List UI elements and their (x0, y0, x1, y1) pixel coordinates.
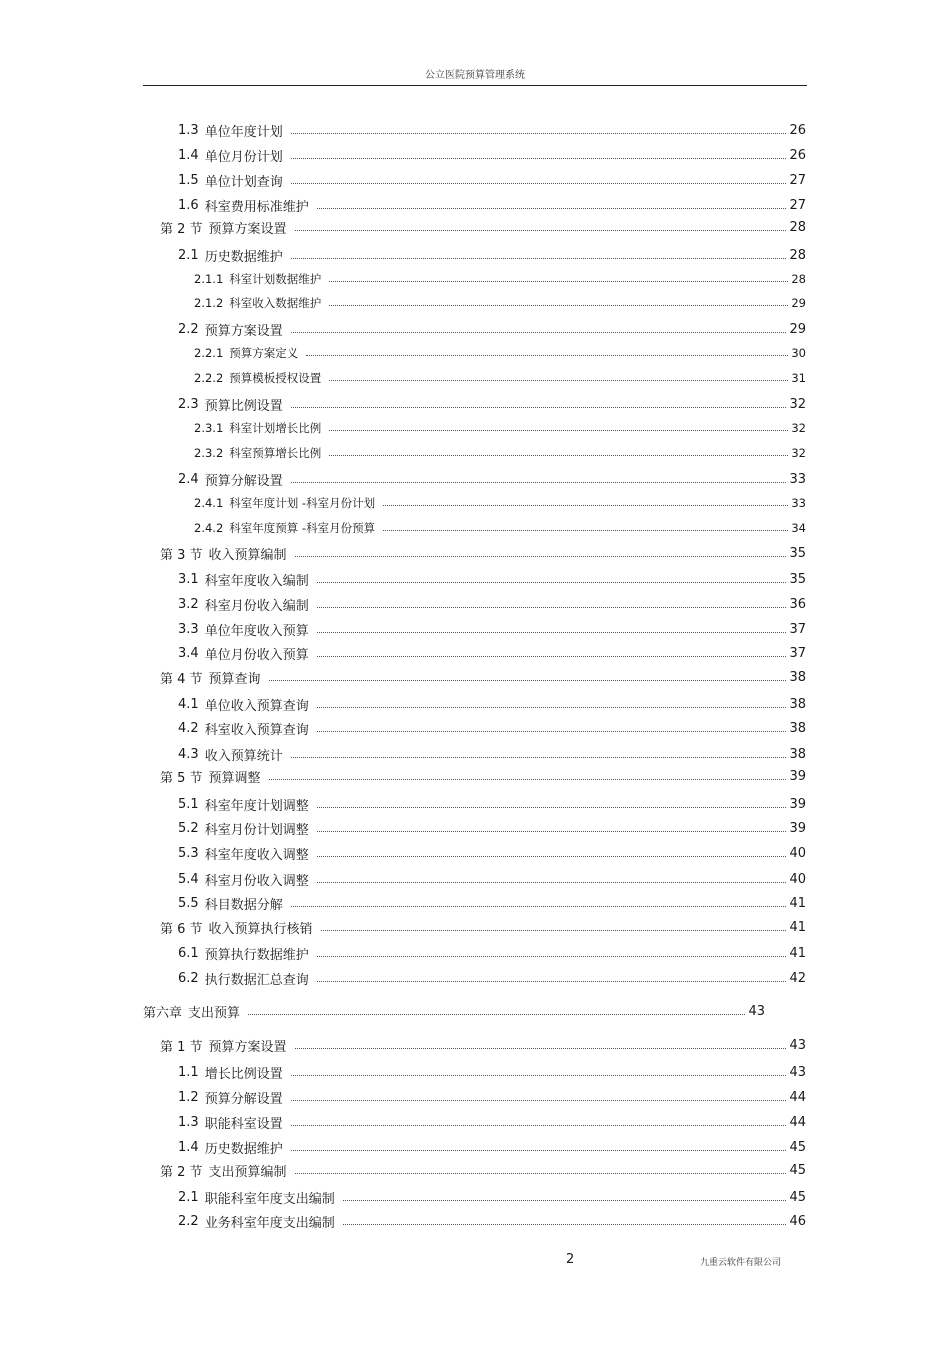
toc-entry-page: 30 (791, 346, 806, 360)
toc-entry-page: 28 (791, 272, 806, 286)
toc-entry-title: 科目数据分解 (204, 897, 283, 913)
dot-leader (291, 1092, 787, 1101)
dot-leader (291, 749, 787, 758)
toc-entry-title: 收入预算统计 (204, 748, 283, 764)
toc-entry-page: 35 (789, 545, 806, 561)
toc-entry-title: 科室收入数据维护 (229, 296, 322, 310)
toc-entry[interactable] (178, 1112, 806, 1132)
toc-entry[interactable] (194, 418, 806, 438)
toc-entry[interactable] (160, 543, 806, 563)
dot-leader (343, 1192, 787, 1201)
toc-entry-title: 业务科室年度支出编制 (204, 1215, 335, 1231)
toc-entry-page: 27 (789, 197, 806, 213)
toc-entry-number: 2.3.2 (194, 446, 224, 460)
toc-entry-page: 26 (789, 122, 806, 138)
toc-entry-title: 职能科室年度支出编制 (204, 1191, 335, 1207)
toc-entry-page: 44 (789, 1114, 806, 1130)
dot-leader (291, 150, 787, 159)
toc-entry-number: 2.1 (178, 247, 199, 263)
toc-entry-number: 1.5 (178, 172, 199, 188)
dot-leader (329, 373, 788, 381)
toc-entry-number: 1.3 (178, 122, 199, 138)
toc-entry[interactable] (178, 843, 806, 863)
toc-entry-title: 预算方案定义 (229, 346, 299, 360)
toc-entry-page: 44 (789, 1089, 806, 1105)
toc-entry-number: 2.2 (178, 321, 199, 337)
toc-entry-title: 科室预算增长比例 (229, 446, 322, 460)
dot-leader (317, 699, 787, 708)
toc-entry-page: 28 (789, 219, 806, 235)
toc-entry-number: 5.2 (178, 820, 199, 836)
toc-entry-page: 34 (791, 521, 806, 535)
toc-entry-number: 2.1 (178, 1189, 199, 1205)
toc-entry-page: 42 (789, 970, 806, 986)
toc-entry-page: 41 (789, 945, 806, 961)
dot-leader (317, 574, 787, 583)
toc-entry[interactable] (178, 1137, 806, 1157)
toc-entry-page: 32 (789, 396, 806, 412)
toc-entry-number: 4.2 (178, 720, 199, 736)
toc-entry-number: 2.3 (178, 396, 199, 412)
toc-entry-page: 43 (789, 1064, 806, 1080)
dot-leader (317, 648, 787, 657)
toc-entry-number: 5.1 (178, 796, 199, 812)
toc-entry-number: 1.3 (178, 1114, 199, 1130)
toc-entry[interactable] (178, 1211, 806, 1231)
toc-entry-number: 1.2 (178, 1089, 199, 1105)
toc-entry[interactable] (178, 694, 806, 714)
toc-entry-number: 2.3.1 (194, 421, 224, 435)
dot-leader (291, 474, 787, 483)
dot-leader (383, 498, 788, 506)
toc-entry-title: 预算调整 (208, 770, 261, 786)
dot-leader (291, 898, 787, 907)
toc-entry-title: 执行数据汇总查询 (204, 972, 309, 988)
toc-entry[interactable] (178, 394, 806, 414)
toc-entry-number: 第 3 节 (160, 547, 203, 563)
toc-entry-page: 39 (789, 820, 806, 836)
toc-entry[interactable] (160, 766, 806, 786)
toc-entry-page: 45 (789, 1189, 806, 1205)
dot-leader (306, 348, 788, 356)
dot-leader (317, 823, 787, 832)
toc-entry-number: 2.4.2 (194, 521, 224, 535)
toc-entry-number: 1.6 (178, 197, 199, 213)
toc-entry-number: 第 2 节 (160, 1164, 203, 1180)
toc-entry-title: 预算分解设置 (204, 1091, 283, 1107)
dot-leader (329, 298, 788, 306)
toc-entry-page: 37 (789, 621, 806, 637)
toc-entry[interactable] (194, 343, 806, 363)
toc-entry-title: 科室年度收入调整 (204, 847, 309, 863)
dot-leader (291, 399, 787, 408)
page-number: 2 (566, 1252, 575, 1267)
toc-entry-number: 6.2 (178, 970, 199, 986)
toc-entry-page: 29 (789, 321, 806, 337)
toc-entry-number: 第 5 节 (160, 770, 203, 786)
toc-entry-title: 收入预算执行核销 (208, 921, 313, 937)
toc-entry-number: 2.2.2 (194, 371, 224, 385)
dot-leader (317, 799, 787, 808)
dot-leader (291, 324, 787, 333)
toc-entry-page: 45 (789, 1162, 806, 1178)
toc-entry-title: 科室年度预算 -科室月份预算 (229, 521, 376, 535)
toc-entry-page: 29 (791, 296, 806, 310)
toc-entry-page: 26 (789, 147, 806, 163)
toc-entry-number: 第 6 节 (160, 921, 203, 937)
toc-entry-title: 预算模板授权设置 (229, 371, 322, 385)
dot-leader (317, 599, 787, 608)
toc-entry[interactable] (178, 195, 806, 215)
dot-leader (295, 1165, 787, 1174)
toc-entry-page: 32 (791, 446, 806, 460)
toc-entry[interactable] (178, 818, 806, 838)
toc-entry-page: 46 (789, 1213, 806, 1229)
toc-entry-title: 科室计划数据维护 (229, 272, 322, 286)
toc-entry[interactable] (178, 943, 806, 963)
toc-entry[interactable] (194, 293, 806, 313)
toc-entry-title: 科室年度计划 -科室月份计划 (229, 496, 376, 510)
toc-entry-number: 1.1 (178, 1064, 199, 1080)
dot-leader (269, 771, 787, 780)
toc-entry-title: 科室月份收入调整 (204, 873, 309, 889)
toc-entry-title: 单位年度计划 (204, 124, 283, 140)
toc-entry[interactable] (160, 1035, 806, 1055)
toc-entry-number: 第 4 节 (160, 671, 203, 687)
toc-entry-title: 收入预算编制 (208, 547, 287, 563)
dot-leader (295, 222, 787, 231)
toc-entry-title: 单位年度收入预算 (204, 623, 309, 639)
toc-entry[interactable] (194, 493, 806, 513)
dot-leader (317, 624, 787, 633)
toc-entry-title: 职能科室设置 (204, 1116, 283, 1132)
toc-entry-title: 支出预算 (188, 1005, 241, 1021)
toc-entry[interactable] (143, 1001, 765, 1021)
toc-entry-title: 历史数据维护 (204, 249, 283, 265)
toc-entry-page: 35 (789, 571, 806, 587)
toc-entry-title: 科室年度收入编制 (204, 573, 309, 589)
dot-leader (321, 922, 787, 931)
toc-entry[interactable] (178, 1087, 806, 1107)
toc-entry-number: 2.4.1 (194, 496, 224, 510)
toc-entry[interactable] (178, 1187, 806, 1207)
toc-entry-number: 1.4 (178, 1139, 199, 1155)
toc-entry-title: 预算比例设置 (204, 398, 283, 414)
toc-entry[interactable] (194, 518, 806, 538)
toc-entry[interactable] (178, 643, 806, 663)
dot-leader (317, 973, 787, 982)
toc-entry-title: 支出预算编制 (208, 1164, 287, 1180)
toc-entry-page: 31 (791, 371, 806, 385)
toc-entry-number: 5.3 (178, 845, 199, 861)
dot-leader (291, 250, 787, 259)
toc-entry-title: 单位收入预算查询 (204, 698, 309, 714)
toc-entry-page: 32 (791, 421, 806, 435)
dot-leader (291, 1142, 787, 1151)
toc-entry-title: 单位月份收入预算 (204, 647, 309, 663)
toc-entry-title: 科室收入预算查询 (204, 722, 309, 738)
toc-entry-title: 预算方案设置 (208, 221, 287, 237)
toc-entry-title: 科室年度计划调整 (204, 798, 309, 814)
toc-entry[interactable] (178, 569, 806, 589)
page-header-title: 公立医院预算管理系统 (425, 70, 525, 81)
toc-entry-number: 第 2 节 (160, 221, 203, 237)
toc-entry-title: 科室月份收入编制 (204, 598, 309, 614)
toc-entry[interactable] (178, 1062, 806, 1082)
toc-entry-number: 3.3 (178, 621, 199, 637)
dot-leader (291, 1117, 787, 1126)
toc-entry[interactable] (178, 245, 806, 265)
toc-entry-page: 33 (791, 496, 806, 510)
toc-entry-number: 2.2 (178, 1213, 199, 1229)
dot-leader (383, 523, 788, 531)
toc-entry-title: 历史数据维护 (204, 1141, 283, 1157)
toc-entry[interactable] (178, 319, 806, 339)
toc-entry-number: 3.2 (178, 596, 199, 612)
toc-entry-number: 3.1 (178, 571, 199, 587)
toc-entry[interactable] (178, 968, 806, 988)
toc-entry[interactable] (178, 145, 806, 165)
toc-entry-title: 科室月份计划调整 (204, 822, 309, 838)
toc-entry-number: 5.5 (178, 895, 199, 911)
toc-entry-number: 4.1 (178, 696, 199, 712)
toc-entry[interactable] (160, 917, 806, 937)
dot-leader (269, 672, 787, 681)
toc-entry-page: 36 (789, 596, 806, 612)
dot-leader (295, 548, 787, 557)
dot-leader (295, 1040, 787, 1049)
toc-entry[interactable] (178, 794, 806, 814)
toc-entry-title: 预算查询 (208, 671, 261, 687)
dot-leader (329, 448, 788, 456)
toc-entry[interactable] (160, 667, 806, 687)
toc-entry-number: 1.4 (178, 147, 199, 163)
dot-leader (291, 1067, 787, 1076)
toc-entry-number: 5.4 (178, 871, 199, 887)
dot-leader (329, 274, 788, 282)
toc-entry-page: 41 (789, 919, 806, 935)
toc-entry-number: 2.4 (178, 471, 199, 487)
toc-entry-title: 预算方案设置 (204, 323, 283, 339)
toc-entry[interactable] (178, 619, 806, 639)
toc-entry[interactable] (160, 1160, 806, 1180)
toc-entry-page: 39 (789, 796, 806, 812)
toc-entry-title: 增长比例设置 (204, 1066, 283, 1082)
toc-entry[interactable] (178, 594, 806, 614)
toc-entry-number: 2.2.1 (194, 346, 224, 360)
toc-entry-title: 单位计划查询 (204, 174, 283, 190)
toc-entry[interactable] (178, 170, 806, 190)
toc-entry[interactable] (160, 217, 806, 237)
toc-entry-number: 3.4 (178, 645, 199, 661)
toc-entry[interactable] (178, 120, 806, 140)
toc-entry[interactable] (178, 744, 806, 764)
toc-entry-title: 科室计划增长比例 (229, 421, 322, 435)
toc-entry-title: 预算方案设置 (208, 1039, 287, 1055)
toc-entry-number: 2.1.1 (194, 272, 224, 286)
toc-entry[interactable] (194, 368, 806, 388)
toc-entry-page: 38 (789, 696, 806, 712)
dot-leader (317, 948, 787, 957)
toc-entry-title: 预算分解设置 (204, 473, 283, 489)
dot-leader (317, 848, 787, 857)
dot-leader (317, 874, 787, 883)
toc-entry-page: 40 (789, 871, 806, 887)
toc-entry[interactable] (178, 869, 806, 889)
toc-entry[interactable] (178, 718, 806, 738)
dot-leader (317, 200, 787, 209)
toc-entry-page: 28 (789, 247, 806, 263)
toc-entry-number: 6.1 (178, 945, 199, 961)
toc-entry[interactable] (194, 269, 806, 289)
company-name: 九重云软件有限公司 (700, 1258, 782, 1268)
toc-entry-number: 第六章 (143, 1005, 183, 1021)
dot-leader (291, 175, 787, 184)
toc-entry-page: 41 (789, 895, 806, 911)
toc-entry-page: 27 (789, 172, 806, 188)
toc-entry-page: 43 (789, 1037, 806, 1053)
toc-entry-page: 38 (789, 746, 806, 762)
toc-entry-title: 科室费用标准维护 (204, 199, 309, 215)
toc-entry-number: 第 1 节 (160, 1039, 203, 1055)
toc-entry-page: 45 (789, 1139, 806, 1155)
toc-entry-page: 38 (789, 669, 806, 685)
toc-entry-page: 43 (748, 1003, 765, 1019)
dot-leader (248, 1006, 745, 1015)
toc-entry[interactable] (194, 443, 806, 463)
toc-entry-page: 39 (789, 768, 806, 784)
toc-entry-title: 单位月份计划 (204, 149, 283, 165)
dot-leader (291, 125, 787, 134)
dot-leader (329, 423, 788, 431)
toc-entry[interactable] (178, 469, 806, 489)
dot-leader (317, 723, 787, 732)
toc-entry-number: 2.1.2 (194, 296, 224, 310)
toc-entry-title: 预算执行数据维护 (204, 947, 309, 963)
toc-entry-number: 4.3 (178, 746, 199, 762)
toc-entry[interactable] (178, 893, 806, 913)
toc-entry-page: 37 (789, 645, 806, 661)
toc-entry-page: 38 (789, 720, 806, 736)
toc-entry-page: 33 (789, 471, 806, 487)
dot-leader (343, 1216, 787, 1225)
toc-entry-page: 40 (789, 845, 806, 861)
